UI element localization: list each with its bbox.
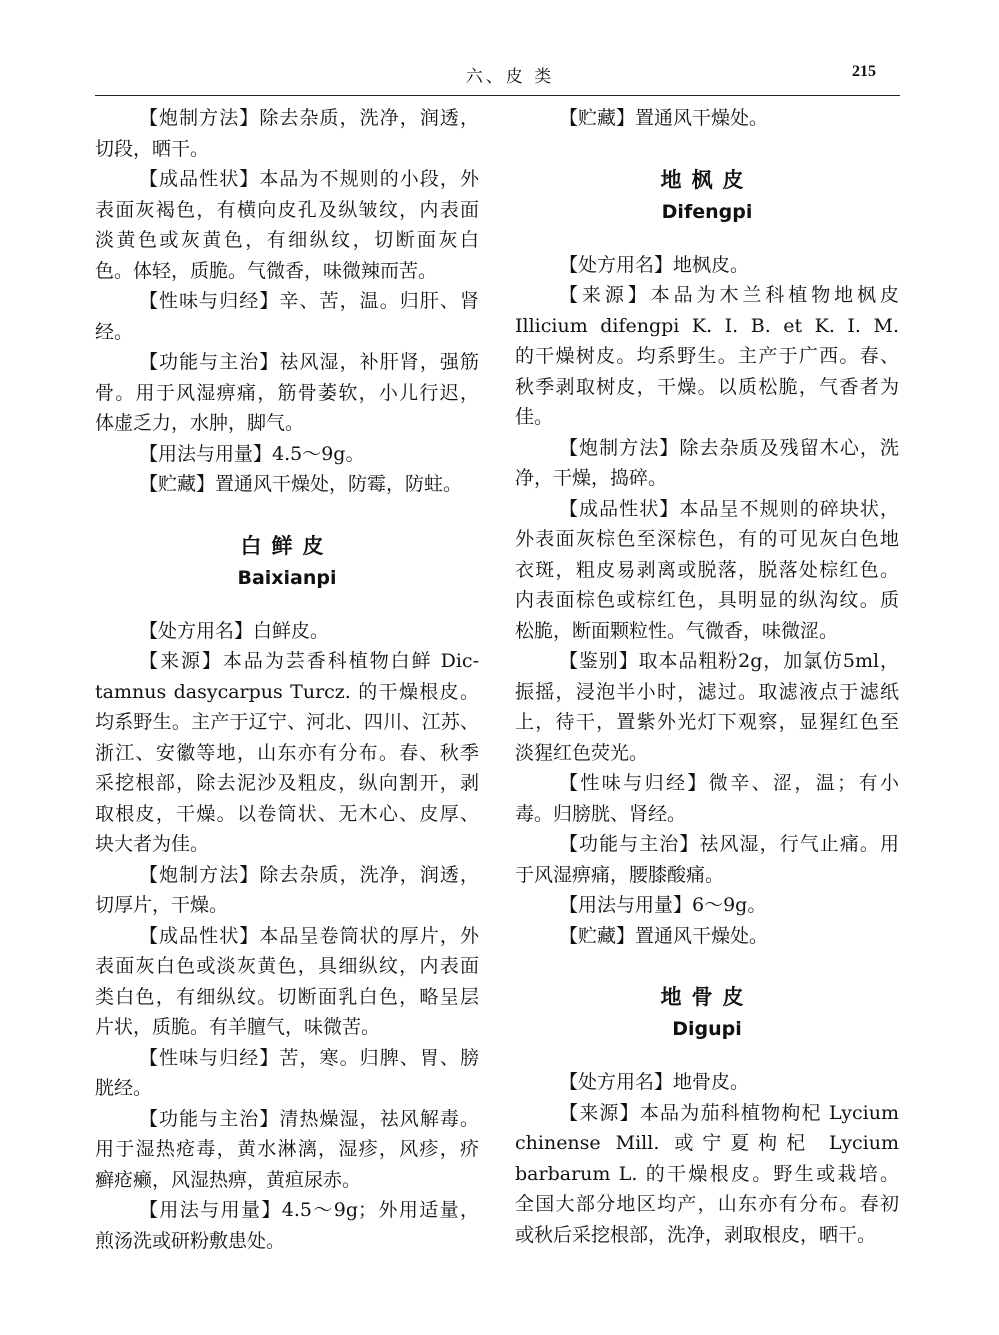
text-line: 【来源】本品为木兰科植物地枫皮 [559, 284, 899, 306]
text-line: 【处方用名】地骨皮。 [559, 1071, 750, 1093]
text-line: 采挖根部，除去泥沙及粗皮，纵向割开，剥 [95, 772, 479, 794]
text-line: 【贮藏】置通风干燥处，防霉，防蛀。 [139, 473, 463, 495]
paragraph [515, 768, 899, 829]
text-line: 癣疮癞，风湿热痹，黄疸尿赤。 [95, 1168, 362, 1191]
entry-heading [515, 981, 899, 1045]
text-line: 【性味与归经】辛、苦，温。归肝、肾 [139, 290, 479, 312]
text-line: 【贮藏】置通风干燥处。 [559, 107, 769, 129]
text-line: 【贮藏】置通风干燥处。 [559, 924, 769, 947]
entry-title-pinyin: Difengpi [661, 200, 753, 223]
paragraph [515, 103, 899, 134]
paragraph [95, 1195, 479, 1256]
text-line: 取根皮，干燥。以卷筒状、无木心、皮厚、 [95, 802, 479, 825]
text-line: 体虚乏力，水肿，脚气。 [95, 412, 305, 434]
text-line: 【性味与归经】苦，寒。归脾、胃、膀 [139, 1046, 479, 1069]
text-line: 骨。用于风湿痹痛，筋骨萎软，小儿行迟， [95, 381, 479, 404]
entry-title-pinyin: Baixianpi [237, 566, 337, 589]
text-line: 的干燥树皮。均系野生。主产于广西。春、 [515, 345, 899, 367]
text-line: 【炮制方法】除去杂质，洗净，润透， [139, 863, 479, 886]
entry-heading [95, 530, 479, 594]
text-line: 【用法与用量】4.5～9g。 [139, 442, 365, 465]
text-line: 【鉴别】取本品粗粉2g，加氯仿5ml， [559, 650, 899, 672]
running-header: 六、皮 类 [465, 67, 555, 87]
entry-title-chinese: 地枫皮 [660, 167, 754, 192]
paragraph [515, 646, 899, 768]
text-line: 【成品性状】本品呈不规则的碎块状， [559, 497, 899, 520]
text-line: 表面灰褐色，有横向皮孔及纵皱纹，内表面 [95, 198, 479, 221]
text-line: 上，待干，置紫外光灯下观察，显猩红色至 [515, 711, 899, 733]
paragraph [515, 921, 899, 952]
entry-title-chinese: 白鲜皮 [240, 533, 334, 558]
text-line: 淡猩红色荧光。 [515, 741, 649, 764]
entry-title-pinyin: Digupi [672, 1018, 742, 1040]
text-line: 秋季剥取树皮，干燥。以质松脆，气香者为 [515, 375, 899, 398]
text-line: 均系野生。主产于辽宁、河北、四川、江苏、 [95, 711, 479, 733]
text-line: 【功能与主治】祛风湿，补肝肾，强筋 [139, 351, 479, 373]
paragraph [515, 829, 899, 890]
paragraph [95, 347, 479, 439]
text-line: 【功能与主治】清热燥湿，祛风解毒。 [139, 1107, 479, 1130]
paragraph [95, 103, 479, 164]
paragraph [515, 890, 899, 921]
paragraph [95, 646, 479, 860]
text-line: 【处方用名】白鲜皮。 [139, 619, 330, 642]
paragraph [95, 1043, 479, 1104]
right-column [515, 103, 899, 1250]
paragraph [95, 286, 479, 347]
header-rule [95, 95, 900, 96]
paragraph [95, 616, 479, 647]
text-line: 淡黄色或灰黄色，有细纵纹，切断面灰白 [95, 229, 479, 251]
text-line: 振摇，浸泡半小时，滤过。取滤液点于滤纸 [515, 680, 899, 703]
paragraph [515, 280, 899, 433]
text-line: 【炮制方法】除去杂质及残留木心，洗 [559, 436, 899, 459]
text-line: 煎汤洗或研粉敷患处。 [95, 1229, 286, 1252]
text-line: 色。体轻，质脆。气微香，味微辣而苦。 [95, 259, 438, 282]
text-line: 内表面棕色或棕红色，具明显的纵沟纹。质 [515, 589, 899, 611]
paragraph [515, 494, 899, 647]
text-line: 衣斑，粗皮易剥离或脱落，脱落处棕红色。 [515, 558, 899, 581]
paragraph [95, 921, 479, 1043]
text-line: 用于湿热疮毒，黄水淋漓，湿疹，风疹，疥 [95, 1138, 479, 1160]
paragraph [95, 469, 479, 500]
text-line: barbarum L. 的干燥根皮。野生或栽培。 [515, 1162, 899, 1185]
text-line: 块大者为佳。 [95, 833, 210, 855]
text-line: 片状，质脆。有羊膻气，味微苦。 [95, 1016, 381, 1038]
paragraph [95, 1104, 479, 1196]
text-line: 经。 [95, 320, 134, 343]
text-line: 【用法与用量】6～9g。 [559, 894, 767, 916]
text-line: 全国大部分地区均产，山东亦有分布。春初 [515, 1193, 899, 1215]
text-line: 类白色，有细纵纹。切断面乳白色，略呈层 [95, 985, 479, 1008]
text-line: 【功能与主治】祛风湿，行气止痛。用 [559, 833, 899, 855]
text-line: 松脆，断面颗粒性。气微香，味微涩。 [515, 619, 839, 642]
text-line: 【炮制方法】除去杂质，洗净，润透， [139, 107, 479, 129]
paragraph [515, 1098, 899, 1251]
text-line: 切厚片，干燥。 [95, 894, 229, 916]
paragraph [515, 250, 899, 281]
text-line: 【性味与归经】微辛、涩，温；有小 [559, 772, 899, 794]
text-line: 佳。 [515, 406, 554, 428]
paragraph [515, 1067, 899, 1098]
text-line: 【处方用名】地枫皮。 [559, 253, 750, 276]
paragraph [95, 860, 479, 921]
text-line: 毒。归膀胱、肾经。 [515, 802, 687, 825]
paragraph [95, 439, 479, 470]
text-line: 【用法与用量】4.5～9g；外用适量， [139, 1199, 479, 1221]
text-line: Illicium difengpi K. I. B. et K. I. M. [515, 314, 899, 337]
text-line: 【成品性状】本品为不规则的小段，外 [139, 168, 479, 190]
text-line: 浙江、安徽等地，山东亦有分布。春、秋季 [95, 741, 479, 764]
text-line: 净，干燥，捣碎。 [515, 467, 668, 489]
left-column [95, 103, 479, 1256]
text-line: 或秋后采挖根部，洗净，剥取根皮，晒干。 [515, 1223, 877, 1246]
entry-title-chinese: 地骨皮 [660, 985, 754, 1009]
text-line: 【来源】本品为芸香科植物白鲜 Dic- [139, 650, 479, 672]
paragraph [515, 433, 899, 494]
text-line: 【来源】本品为茄科植物枸杞 Lycium [559, 1101, 899, 1124]
text-line: 外表面灰棕色至深棕色，有的可见灰白色地 [515, 528, 899, 550]
text-line: chinense Mill. 或宁夏枸杞 Lycium [515, 1132, 899, 1154]
paragraph [95, 164, 479, 286]
text-line: tamnus dasycarpus Turcz. 的干燥根皮。 [95, 680, 479, 703]
text-line: 表面灰白色或淡灰黄色，具细纵纹，内表面 [95, 955, 479, 977]
text-line: 切段，晒干。 [95, 137, 210, 160]
page-number: 215 [852, 63, 876, 80]
text-line: 于风湿痹痛，腰膝酸痛。 [515, 863, 725, 886]
text-line: 胱经。 [95, 1077, 153, 1099]
text-line: 【成品性状】本品呈卷筒状的厚片，外 [139, 924, 479, 947]
entry-heading [515, 164, 899, 228]
